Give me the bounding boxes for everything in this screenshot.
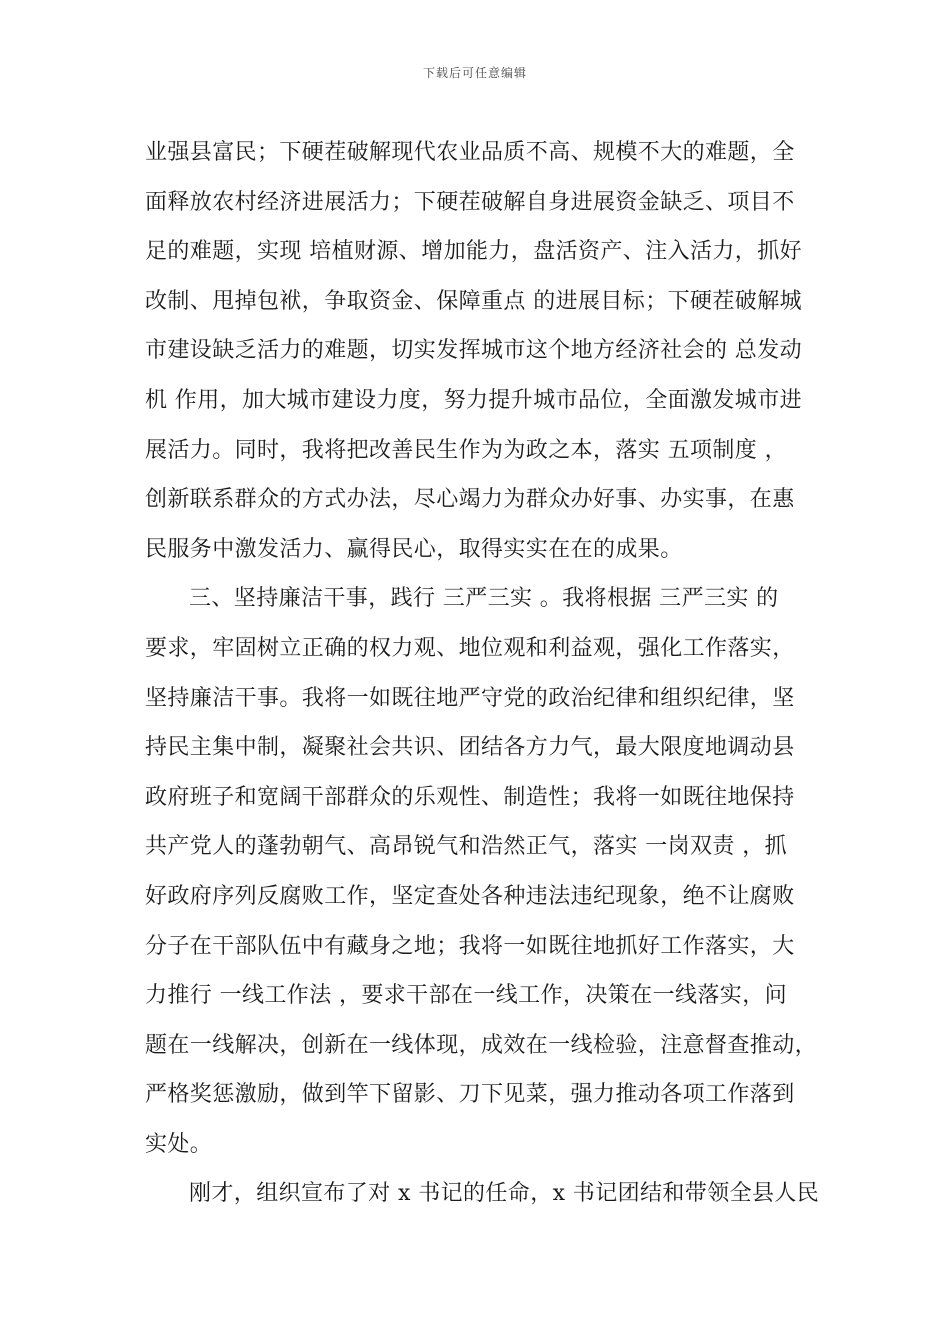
text-line: 分子在干部队伍中有藏身之地；我将一如既往地抓好工作落实，大 [145, 933, 795, 959]
text-line: 机 作用，加大城市建设力度，努力提升城市品位，全面激发城市进 [145, 387, 802, 413]
document-body [145, 128, 820, 1219]
text-line: 足的难题，实现 培植财源、增加能力，盘活资产、注入活力，抓好 [145, 239, 802, 265]
text-line: 实处。 [145, 1131, 213, 1157]
text-line: 持民主集中制，凝聚社会共识、团结各方力气，最大限度地调动县 [145, 735, 795, 761]
text-line: 业强县富民；下硬茬破解现代农业品质不高、规模不大的难题，全 [145, 140, 795, 165]
text-line: 面释放农村经济进展活力；下硬茬破解自身进展资金缺乏、项目不 [145, 189, 795, 215]
text-line: 市建设缺乏活力的难题，切实发挥城市这个地方经济社会的 总发动 [145, 338, 802, 364]
text-line: 好政府序列反腐败工作，坚定查处各种违法违纪现象，绝不让腐败 [145, 883, 795, 909]
page-header-watermark: 下载后可任意编辑 [422, 66, 527, 80]
text-line: 创新联系群众的方式办法，尽心竭力为群众办好事、办实事，在惠 [145, 487, 795, 513]
text-line: 题在一线解决，创新在一线体现，成效在一线检验，注意督查推动， [145, 1032, 818, 1058]
text-line: 刚才，组织宣布了对 x 书记的任命，x 书记团结和带领全县人民 [189, 1181, 820, 1207]
text-line: 严格奖惩激励，做到竿下留影、刀下见菜，强力推动各项工作落到 [145, 1082, 795, 1108]
text-line: 三、坚持廉洁干事，践行 三严三实 。我将根据 三严三实 的 [189, 586, 779, 612]
text-line: 力推行 一线工作法 ，要求干部在一线工作，决策在一线落实，问 [145, 983, 787, 1009]
text-line: 坚持廉洁干事。我将一如既往地严守党的政治纪律和组织纪律，坚 [145, 685, 795, 711]
text-line: 政府班子和宽阔干部群众的乐观性、制造性；我将一如既往地保持 [145, 784, 795, 810]
text-line: 要求，牢固树立正确的权力观、地位观和利益观，强化工作落实， [145, 635, 795, 661]
text-line: 民服务中激发活力、赢得民心，取得实实在在的成果。 [145, 536, 683, 562]
text-line: 改制、甩掉包袱，争取资金、保障重点 的进展目标；下硬茬破解城 [145, 288, 802, 314]
text-line: 展活力。同时，我将把改善民生作为为政之本，落实 五项制度 ， [145, 437, 787, 463]
text-line: 共产党人的蓬勃朝气、高昂锐气和浩然正气，落实 一岗双责 ，抓 [145, 834, 787, 860]
